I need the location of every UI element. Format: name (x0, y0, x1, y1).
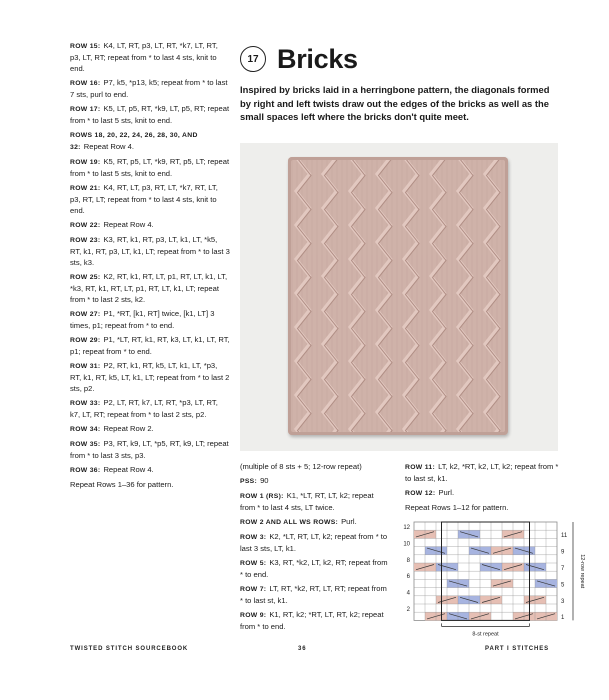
instruction-row (70, 103, 230, 126)
row-text: K2, RT, k1, RT, LT, p1, RT, LT, k1, LT, *k3, RT, k1, RT, LT, p1, RT, LT, k1, LT; repeat from * to last 2 sts, k2. (70, 272, 228, 304)
row-text: Repeat Rows 1–12 for pattern. (405, 503, 509, 512)
instructions-column-3 (405, 461, 560, 516)
chart-row-number: 11 (561, 533, 568, 540)
row-label: ROW 31: (70, 363, 101, 370)
swatch-photo (240, 143, 558, 451)
row-label: ROW 21: (70, 185, 101, 192)
chart-row-number: 6 (406, 574, 410, 581)
chart-row-number: 8 (406, 557, 410, 564)
instruction-row (70, 308, 230, 331)
row-text: P1, *LT, RT, k1, RT, k3, LT, k1, LT, RT, p1; repeat from * to end. (70, 335, 230, 356)
instruction-row (70, 234, 230, 268)
herringbone-texture (289, 157, 507, 435)
row-label: ROW 1 (RS): (240, 493, 284, 500)
instruction-row (240, 609, 390, 632)
instruction-row (70, 129, 230, 153)
row-text: (multiple of 8 sts + 5; 12-row repeat) (240, 462, 362, 471)
row-label: ROW 12: (405, 490, 436, 497)
instruction-row (405, 461, 560, 484)
chart-row-number: 7 (561, 565, 565, 572)
chart-row-number: 3 (561, 598, 565, 605)
row-text: K3, RT, k1, RT, p3, LT, k1, LT, *k5, RT, k1, RT, p3, LT, k1, LT; repeat from * to last 3 sts, k3. (70, 235, 230, 267)
row-label: ROW 33: (70, 400, 101, 407)
row-text: Repeat Row 4. (103, 465, 154, 474)
row-label: ROW 27: (70, 311, 101, 318)
instruction-row (70, 360, 230, 394)
instructions-column-2 (240, 461, 390, 635)
row-label: ROW 15: (70, 43, 101, 50)
footer-section: PART I STITCHES (485, 646, 550, 652)
row-label: ROW 34: (70, 426, 101, 433)
row-label: ROW 23: (70, 237, 101, 244)
row-label: ROW 36: (70, 467, 101, 474)
row-label: ROW 7: (240, 586, 267, 593)
row-text: Purl. (438, 488, 455, 497)
chart-row-number: 5 (561, 582, 565, 589)
instruction-row (70, 423, 230, 435)
row-text: P2, RT, k1, RT, k5, LT, k1, LT, *p3, RT, k1, RT, k5, LT, k1, LT; repeat from * to last 2 sts, p2. (70, 361, 230, 393)
page-number: 36 (298, 646, 307, 652)
row-label: ROWS 18, 20, 22, 24, 26, 28, 30, AND 32: (70, 132, 198, 151)
instruction-row (240, 475, 390, 487)
row-text: K5, RT, p5, LT, *k9, RT, p5, LT; repeat from * to last 5 sts, knit to end. (70, 157, 230, 178)
row-text: K5, LT, p5, RT, *k9, LT, p5, RT; repeat from * to last 5 sts, knit to end. (70, 104, 230, 125)
row-label: ROW 19: (70, 159, 101, 166)
stitch-chart (392, 516, 592, 644)
instruction-row (405, 487, 560, 499)
instruction-row (70, 40, 230, 74)
knitted-swatch-image (288, 157, 508, 435)
instruction-row (240, 490, 390, 513)
row-label: ROW 17: (70, 106, 101, 113)
row-text: K4, RT, LT, p3, RT, LT, *k7, RT, LT, p3, RT, LT; repeat from * to last 4 sts, knit to end. (70, 183, 218, 215)
row-text: LT, k2, *RT, k2, LT, k2; repeat from * to last st, k1. (405, 462, 559, 483)
row-label: ROW 22: (70, 222, 101, 229)
chart-row-number: 4 (406, 590, 410, 597)
footer-book-title: TWISTED STITCH SOURCEBOOK (70, 646, 189, 652)
row-text: P7, k5, *p13, k5; repeat from * to last 7 sts, purl to end. (70, 78, 228, 99)
instruction-row (70, 219, 230, 231)
row-label: ROW 9: (240, 612, 267, 619)
row-text: Purl. (341, 517, 357, 526)
intro-paragraph: Inspired by bricks laid in a herringbone pattern, the diagonals formed by right and left twists draw out the edges of the bricks as well as the small spaces left where the bricks don't quite meet. (240, 84, 550, 122)
row-text: LT, RT, *k2, RT, LT, RT; repeat from * to last st, k1. (240, 584, 387, 605)
row-label: ROW 11: (405, 464, 436, 471)
instruction-row (70, 464, 230, 476)
page-title: Bricks (277, 43, 358, 74)
row-label: ROW 25: (70, 274, 101, 281)
row-label: ROW 29: (70, 337, 101, 344)
row-text: P1, *RT, [k1, RT] twice, [k1, LT] 3 times, p1; repeat from * to end. (70, 309, 215, 330)
instruction-row (240, 531, 390, 554)
chart-row-number: 12 (403, 524, 410, 531)
row-text: Repeat Row 4. (83, 142, 134, 151)
instruction-row (70, 479, 230, 490)
row-text: P2, LT, RT, k7, LT, RT, *p3, LT, RT, k7, LT, RT; repeat from * to last 2 sts, p2. (70, 398, 218, 419)
row-label: ROW 5: (240, 560, 267, 567)
instruction-row (405, 502, 560, 513)
row-label: PSS: (240, 478, 258, 485)
instruction-row (240, 516, 390, 528)
row-label: ROW 3: (240, 534, 267, 541)
row-text: 90 (260, 476, 269, 485)
instruction-row (70, 438, 230, 461)
pattern-heading (240, 39, 358, 79)
row-text: K1, *LT, RT, LT, k2; repeat from * to last 4 sts, LT twice. (240, 491, 374, 512)
chart-row-number: 2 (406, 606, 410, 613)
row-text: Repeat Row 4. (103, 220, 154, 229)
instruction-row (70, 156, 230, 179)
chart-row-number: 1 (561, 615, 565, 622)
instruction-row (70, 182, 230, 216)
chart-row-number: 10 (403, 541, 410, 548)
stitch-repeat-label: 8-st repeat (472, 631, 499, 638)
row-text: K4, LT, RT, p3, LT, RT, *k7, LT, RT, p3, LT, RT; repeat from * to last 4 sts, knit to end. (70, 41, 218, 73)
instruction-row (70, 271, 230, 305)
row-text: P3, RT, k9, LT, *p5, RT, k9, LT; repeat from * to last 3 sts, p3. (70, 439, 229, 460)
row-repeat-label: 12-row repeat (579, 554, 585, 589)
pattern-number-badge: 17 (240, 46, 266, 72)
left-column-instructions (70, 40, 230, 493)
row-text: K3, RT, *k2, LT, k2, RT; repeat from * to end. (240, 558, 388, 579)
row-text: Repeat Rows 1–36 for pattern. (70, 480, 174, 489)
instruction-row (70, 77, 230, 100)
instruction-row (70, 334, 230, 357)
row-label: ROW 35: (70, 441, 101, 448)
row-label: ROW 2 AND ALL WS ROWS: (240, 519, 339, 526)
row-text: K1, RT, k2; *RT, LT, RT, k2; repeat from * to end. (240, 610, 384, 631)
instruction-row (240, 557, 390, 580)
instruction-row (240, 583, 390, 606)
row-text: K2, *LT, RT, LT, k2; repeat from * to last 3 sts, LT, k1. (240, 532, 388, 553)
row-label: ROW 16: (70, 80, 101, 87)
instruction-row (240, 461, 390, 472)
row-text: Repeat Row 2. (103, 424, 154, 433)
instruction-row (70, 397, 230, 420)
chart-row-number: 9 (561, 549, 565, 556)
